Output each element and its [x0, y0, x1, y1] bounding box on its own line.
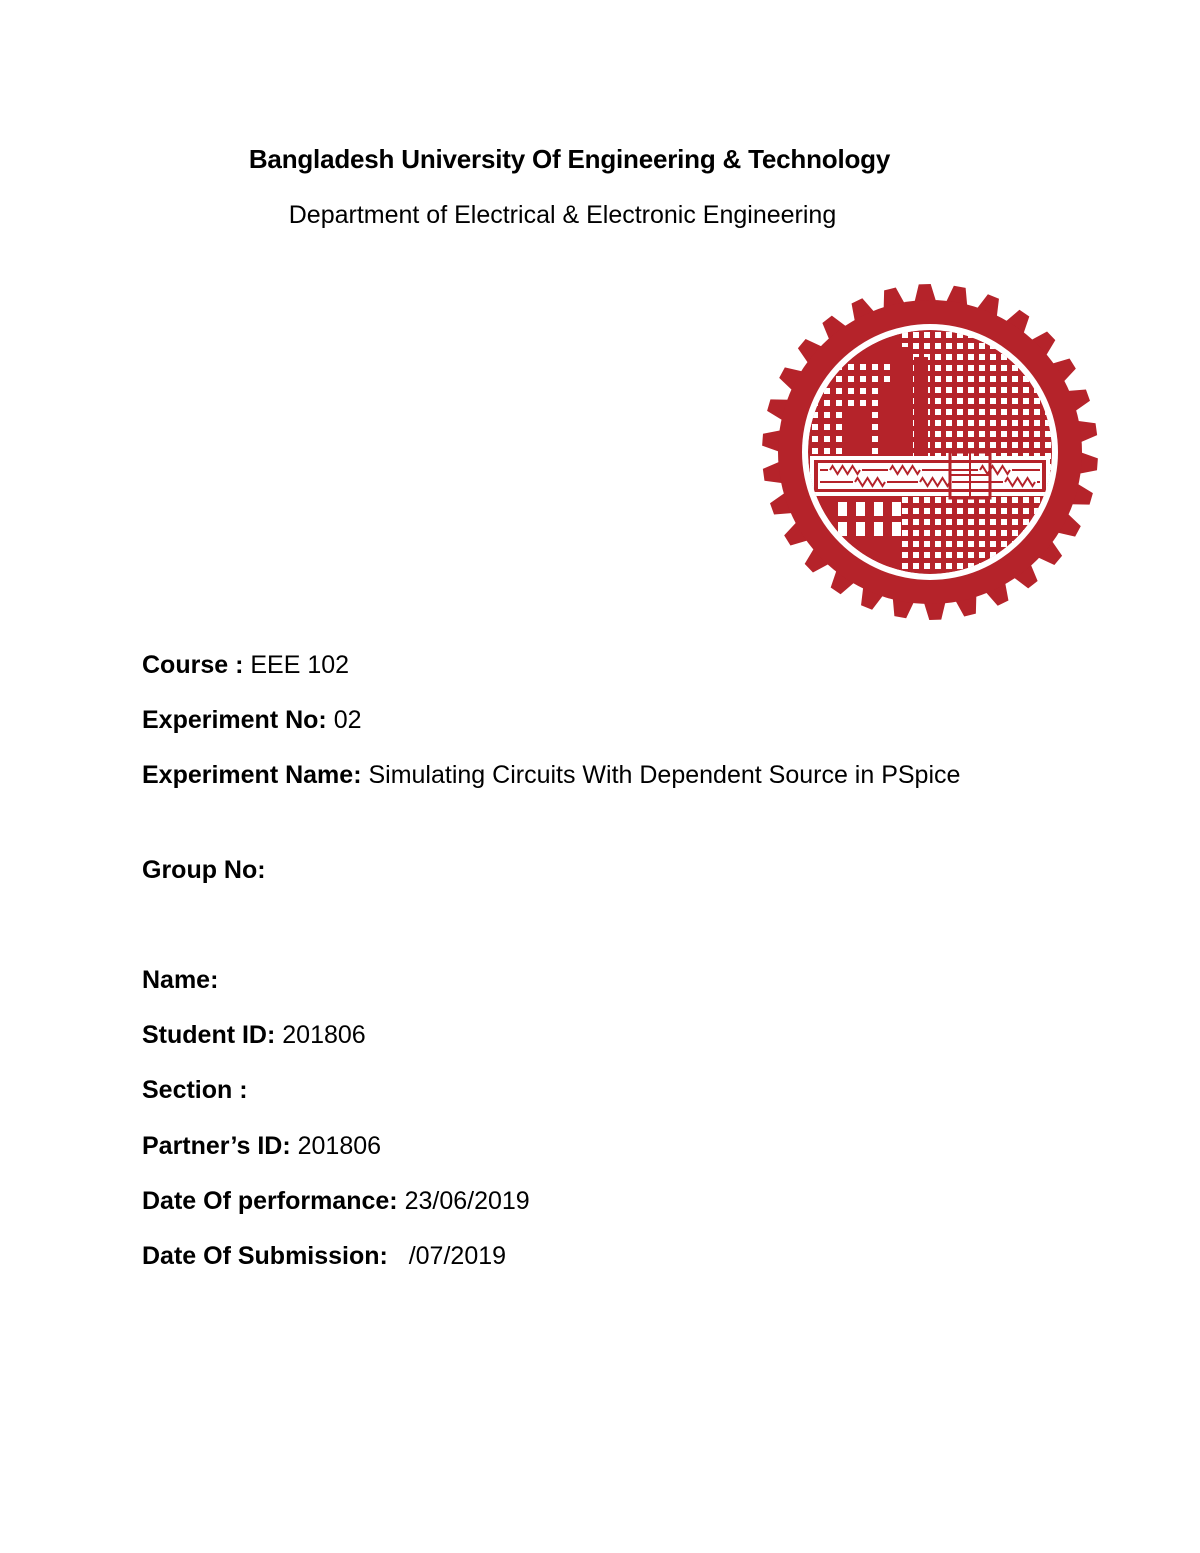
grid-window [924, 343, 930, 349]
grid-window [957, 552, 963, 558]
grid-window [979, 387, 985, 393]
grid-window [1001, 541, 1007, 547]
grid-window [924, 332, 930, 338]
grid-window [1023, 409, 1029, 415]
grid-window [957, 398, 963, 404]
grid-window [902, 563, 908, 569]
grid-window [979, 552, 985, 558]
grid-window [946, 552, 952, 558]
grid-window [935, 530, 941, 536]
grid-window [946, 519, 952, 525]
grid-window [990, 376, 996, 382]
grid-window [957, 387, 963, 393]
grid-window [935, 431, 941, 437]
grid-window [946, 354, 952, 360]
grid-window [935, 563, 941, 569]
grid-window [957, 530, 963, 536]
grid-window [860, 400, 866, 406]
grid-window [979, 442, 985, 448]
grid-window [1012, 519, 1018, 525]
grid-window [979, 420, 985, 426]
grid-window [968, 541, 974, 547]
grid-window [860, 364, 866, 370]
grid-window [968, 409, 974, 415]
pillar-gap [856, 522, 865, 536]
grid-window [1034, 409, 1040, 415]
grid-window [990, 508, 996, 514]
grid-window [836, 388, 842, 394]
grid-window [968, 365, 974, 371]
grid-window [935, 365, 941, 371]
grid-window [1023, 508, 1029, 514]
experiment-no-value: 02 [333, 706, 362, 734]
grid-window [902, 552, 908, 558]
grid-window [1012, 398, 1018, 404]
date-submission-value: /07/2019 [387, 1242, 507, 1270]
grid-window [836, 412, 842, 418]
grid-window [957, 343, 963, 349]
group-no-field [142, 850, 266, 890]
grid-window [913, 343, 919, 349]
grid-window [924, 497, 930, 503]
grid-window [812, 424, 818, 430]
pillar-gap [874, 502, 883, 516]
grid-window [902, 519, 908, 525]
grid-window [990, 442, 996, 448]
grid-window [935, 552, 941, 558]
grid-window [860, 388, 866, 394]
grid-window [824, 400, 830, 406]
grid-window [1023, 442, 1029, 448]
grid-window [935, 332, 941, 338]
grid-window [1001, 387, 1007, 393]
grid-window [935, 376, 941, 382]
grid-window [860, 376, 866, 382]
grid-window [979, 409, 985, 415]
grid-window [968, 376, 974, 382]
section-field [142, 1070, 248, 1110]
grid-window [913, 508, 919, 514]
grid-window [1023, 519, 1029, 525]
experiment-name-label: Experiment Name: [142, 761, 362, 789]
name-label: Name: [142, 966, 219, 994]
grid-window [968, 420, 974, 426]
grid-window [946, 431, 952, 437]
grid-window [836, 424, 842, 430]
grid-window [957, 508, 963, 514]
grid-window [1012, 409, 1018, 415]
grid-window [957, 365, 963, 371]
grid-window [1045, 431, 1051, 437]
grid-window [946, 332, 952, 338]
grid-window [968, 354, 974, 360]
grid-window [968, 530, 974, 536]
grid-window [1001, 497, 1007, 503]
grid-window [968, 519, 974, 525]
grid-window [1012, 431, 1018, 437]
grid-window [913, 519, 919, 525]
grid-window [935, 354, 941, 360]
date-submission-label: Date Of Submission: [142, 1242, 388, 1270]
grid-window [935, 398, 941, 404]
course-field [142, 645, 349, 685]
experiment-no-label: Experiment No: [142, 706, 334, 734]
grid-window [924, 508, 930, 514]
grid-window [824, 448, 830, 454]
buet-logo [758, 282, 1102, 622]
grid-window [1001, 365, 1007, 371]
university-title: Bangladesh University Of Engineering & Technology [248, 144, 891, 174]
grid-window [946, 442, 952, 448]
grid-window [935, 387, 941, 393]
grid-window [946, 376, 952, 382]
date-performance-value: 23/06/2019 [397, 1187, 530, 1215]
grid-window [1001, 420, 1007, 426]
grid-window [935, 343, 941, 349]
grid-window [913, 552, 919, 558]
grid-window [872, 424, 878, 430]
grid-window [812, 448, 818, 454]
grid-window [1012, 508, 1018, 514]
grid-window [1012, 497, 1018, 503]
grid-window [1023, 398, 1029, 404]
pillar-gap [874, 522, 883, 536]
grid-window [848, 388, 854, 394]
grid-window [968, 343, 974, 349]
pillar-gap [892, 502, 901, 516]
grid-window [957, 442, 963, 448]
grid-window [979, 508, 985, 514]
department-title: Department of Electrical & Electronic Engineering [288, 201, 837, 229]
course-value: EEE 102 [250, 651, 350, 679]
grid-window [946, 398, 952, 404]
grid-window [1034, 420, 1040, 426]
student-id-label: Student ID: [142, 1021, 276, 1049]
partner-id-value: 201806 [290, 1132, 382, 1160]
grid-window [902, 497, 908, 503]
grid-window [957, 431, 963, 437]
grid-window [1034, 497, 1040, 503]
grid-window [848, 376, 854, 382]
grid-window [836, 436, 842, 442]
grid-window [1045, 442, 1051, 448]
grid-window [990, 398, 996, 404]
grid-window [884, 364, 890, 370]
grid-window [935, 497, 941, 503]
grid-window [872, 388, 878, 394]
grid-window [957, 409, 963, 415]
student-id-field [142, 1015, 366, 1055]
date-submission-field [142, 1236, 506, 1276]
grid-window [1012, 442, 1018, 448]
grid-window [872, 376, 878, 382]
grid-window [1001, 508, 1007, 514]
grid-window [924, 563, 930, 569]
grid-window [913, 530, 919, 536]
grid-window [946, 508, 952, 514]
grid-window [979, 376, 985, 382]
grid-window [872, 448, 878, 454]
grid-window [990, 431, 996, 437]
grid-window [990, 387, 996, 393]
date-performance-label: Date Of performance: [142, 1187, 398, 1215]
grid-window [979, 365, 985, 371]
course-label: Course : [142, 651, 251, 679]
grid-window [935, 541, 941, 547]
grid-window [924, 519, 930, 525]
grid-window [1034, 442, 1040, 448]
grid-window [913, 563, 919, 569]
grid-window [990, 354, 996, 360]
grid-window [957, 541, 963, 547]
grid-window [902, 508, 908, 514]
grid-window [924, 530, 930, 536]
grid-window [1023, 420, 1029, 426]
grid-window [1001, 442, 1007, 448]
grid-window [1001, 530, 1007, 536]
pillar-gap [856, 502, 865, 516]
grid-window [913, 497, 919, 503]
grid-window [1012, 420, 1018, 426]
name-field [142, 960, 218, 1000]
grid-window [872, 436, 878, 442]
grid-window [946, 387, 952, 393]
grid-window [946, 530, 952, 536]
grid-window [924, 541, 930, 547]
grid-window [946, 409, 952, 415]
section-label: Section : [142, 1076, 248, 1104]
grid-window [990, 420, 996, 426]
grid-window [946, 365, 952, 371]
grid-window [968, 552, 974, 558]
grid-window [1001, 519, 1007, 525]
grid-window [979, 541, 985, 547]
experiment-name-field [142, 755, 1002, 795]
grid-window [824, 424, 830, 430]
grid-window [924, 552, 930, 558]
grid-window [836, 400, 842, 406]
grid-window [1001, 376, 1007, 382]
student-id-value: 201806 [275, 1021, 366, 1049]
grid-window [935, 519, 941, 525]
grid-window [902, 541, 908, 547]
grid-window [872, 400, 878, 406]
grid-window [913, 332, 919, 338]
grid-window [1034, 563, 1040, 569]
grid-window [872, 364, 878, 370]
grid-window [968, 398, 974, 404]
grid-window [836, 448, 842, 454]
grid-window [968, 508, 974, 514]
grid-window [1034, 398, 1040, 404]
grid-window [884, 376, 890, 382]
grid-window [990, 365, 996, 371]
grid-window [946, 563, 952, 569]
grid-window [1001, 398, 1007, 404]
grid-window [1034, 431, 1040, 437]
grid-window [946, 343, 952, 349]
grid-window [957, 519, 963, 525]
grid-window [1045, 563, 1051, 569]
group-no-label: Group No: [142, 856, 266, 884]
grid-window [946, 420, 952, 426]
grid-window [957, 376, 963, 382]
pillar-gap [838, 502, 847, 516]
grid-window [957, 563, 963, 569]
grid-window [1023, 431, 1029, 437]
experiment-no-field [142, 700, 362, 740]
grid-window [946, 541, 952, 547]
grid-window [935, 508, 941, 514]
grid-window [990, 530, 996, 536]
experiment-name-value: Simulating Circuits With Dependent Source in PSpice [361, 761, 961, 789]
grid-window [824, 412, 830, 418]
grid-window [848, 400, 854, 406]
grid-window [812, 436, 818, 442]
grid-window [935, 442, 941, 448]
grid-window [902, 530, 908, 536]
grid-window [990, 519, 996, 525]
grid-window [979, 530, 985, 536]
grid-window [1012, 387, 1018, 393]
grid-window [824, 436, 830, 442]
grid-window [1001, 431, 1007, 437]
grid-window [1012, 530, 1018, 536]
grid-window [836, 376, 842, 382]
grid-window [957, 354, 963, 360]
partner-id-label: Partner’s ID: [142, 1132, 291, 1160]
grid-window [979, 343, 985, 349]
grid-window [979, 431, 985, 437]
grid-window [913, 541, 919, 547]
grid-window [1012, 376, 1018, 382]
pillar-gap [892, 522, 901, 536]
grid-window [979, 354, 985, 360]
date-performance-field [142, 1181, 530, 1221]
grid-window [872, 412, 878, 418]
grid-window [935, 420, 941, 426]
grid-window [935, 409, 941, 415]
grid-window [957, 420, 963, 426]
partner-id-field [142, 1126, 381, 1166]
grid-window [979, 398, 985, 404]
grid-window [1045, 574, 1051, 580]
grid-window [1023, 387, 1029, 393]
grid-window [979, 519, 985, 525]
grid-window [968, 431, 974, 437]
grid-window [1001, 409, 1007, 415]
grid-window [968, 387, 974, 393]
grid-window [848, 364, 854, 370]
grid-window [990, 409, 996, 415]
grid-window [968, 442, 974, 448]
grid-window [990, 541, 996, 547]
grid-window [1023, 497, 1029, 503]
